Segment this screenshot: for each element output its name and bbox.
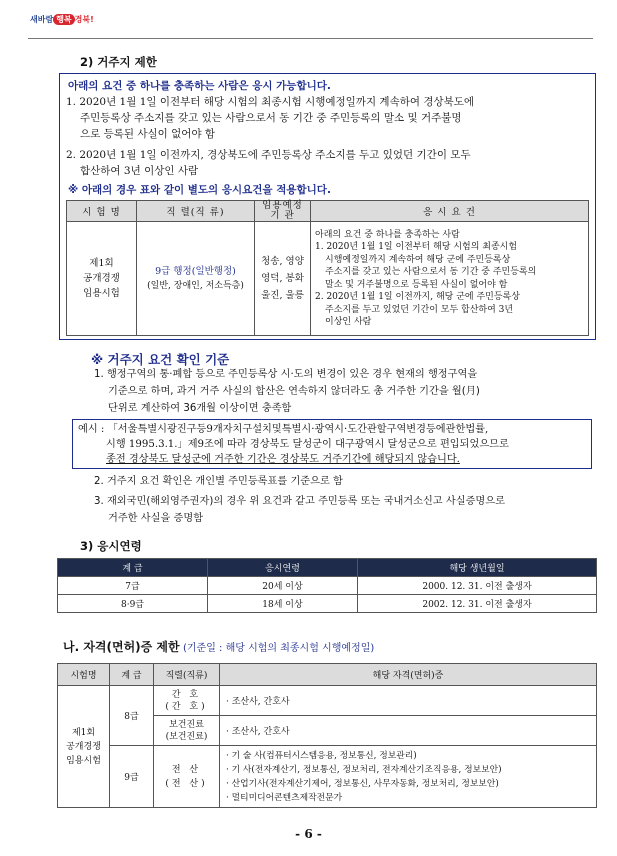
header-divider xyxy=(28,38,593,39)
lic-cell-job2 xyxy=(154,716,220,746)
job-line-a: 9급 행정(일반행정) xyxy=(155,265,236,277)
req-line-2c: 이상인 사람 xyxy=(325,317,372,327)
th-org-b: 기 관 xyxy=(270,210,295,221)
req-line-1c: 주소지를 갖고 있는 사람으로서 동 기간 중 주민등록의 xyxy=(325,267,537,277)
th-org-a: 임용예정 xyxy=(262,200,303,211)
lic-job2-a: 보건진료 xyxy=(169,719,204,730)
residence-item-2b: 합산하여 3년 이상인 사람 xyxy=(80,165,199,177)
lic-th-license: 해당 자격(면허)증 xyxy=(220,664,597,686)
lic3-line-b: · 기 사(전자계산기, 정보통신, 정보처리, 전자계산기조직응용, 정보보안) xyxy=(226,764,502,775)
lic-exam-c: 임용시험 xyxy=(66,755,101,766)
license-table-wrap xyxy=(57,663,597,808)
th-req: 응 시 요 건 xyxy=(311,201,589,222)
license-subtitle: (기준일 : 해당 시험의 최종시험 시행예정일) xyxy=(182,643,375,654)
section-age-title: 3) 응시연령 xyxy=(80,539,142,553)
lic-cell-job1 xyxy=(154,686,220,716)
cell-org xyxy=(255,222,311,336)
lic-cell-g9: 9급 xyxy=(110,746,154,808)
lic-cell-exam xyxy=(58,686,110,808)
age-table xyxy=(57,558,597,613)
exam-line-b: 공개경쟁 xyxy=(83,273,120,284)
residence-intro: 아래의 요건 중 하나를 충족하는 사람은 응시 가능합니다. xyxy=(68,80,331,92)
residence-box xyxy=(59,73,596,340)
logo xyxy=(30,14,94,25)
residence-table xyxy=(66,200,589,336)
age-th-age: 응시연령 xyxy=(208,559,358,577)
age-r2-age: 18세 이상 xyxy=(208,595,358,613)
req-line-1d: 말소 및 거주불명으로 등록된 사실이 없어야 함 xyxy=(325,279,508,290)
residence-item-2a: 2. 2020년 1월 1일 이전까지, 경상북도에 주민등록상 주소지를 두고 있었던 기간이 모두 xyxy=(66,149,471,161)
lic-exam-a: 제1회 xyxy=(71,727,96,738)
license-heading xyxy=(63,638,374,655)
th-exam: 시 험 명 xyxy=(67,201,137,222)
age-table-wrap xyxy=(57,558,597,613)
confirm-item-3a: 3. 재외국민(해외영주권자)의 경우 위 요건과 같고 주민등록 또는 국내거소신고 사실증명으로 xyxy=(94,496,505,507)
lic-cell-job3 xyxy=(154,746,220,808)
section-residence-title: 2) 거주지 제한 xyxy=(80,55,157,69)
org-line-b: 영덕, 봉화 xyxy=(261,273,304,284)
confirm-item-1a: 1. 행정구역의 통·폐합 등으로 주민등록상 시·도의 변경이 있은 경우 현재의 행정구역을 xyxy=(94,369,478,380)
age-r1-birth: 2000. 12. 31. 이전 출생자 xyxy=(358,577,597,595)
confirm-title: ※ 거주지 요건 확인 기준 xyxy=(91,352,230,367)
lic-th-exam: 시험명 xyxy=(58,664,110,686)
cell-req xyxy=(311,222,589,336)
lic-cell-lic3 xyxy=(220,746,597,808)
lic-th-grade: 계 급 xyxy=(110,664,154,686)
age-r1-grade: 7급 xyxy=(58,577,208,595)
example-line-a: 예시 : 「서울특별시광진구등9개자치구설치및특별시·광역시·도간관할구역변경등에관한법률, xyxy=(78,424,489,435)
confirm-item-3b: 거주한 사실을 증명함 xyxy=(108,513,204,524)
lic-job3-a: 전 산 xyxy=(171,764,202,775)
lic-job1-a: 간 호 xyxy=(171,689,202,700)
th-org xyxy=(255,201,311,222)
confirm-item-1c: 단위로 계산하여 36개월 이상이면 충족함 xyxy=(108,403,292,414)
req-line-2b: 주소지를 두고 있었던 기간이 모두 합산하여 3년 xyxy=(325,304,514,315)
lic-cell-g8: 8급 xyxy=(110,686,154,746)
exam-line-c: 임용시험 xyxy=(83,288,120,299)
cell-exam xyxy=(67,222,137,336)
table-row xyxy=(58,577,597,595)
req-line-1a: 1. 2020년 1월 1일 이전부터 해당 시험의 최종시험 xyxy=(315,242,518,252)
example-line-c: 종전 경상북도 달성군에 거주한 기간은 경상북도 거주기간에 해당되지 않습니다. xyxy=(106,454,460,465)
lic-exam-b: 공개경쟁 xyxy=(66,741,101,752)
logo-text-a: 새바람 xyxy=(30,15,54,24)
residence-note: ※ 아래의 경우 표와 같이 별도의 응시요건을 적용합니다. xyxy=(68,184,331,196)
example-box xyxy=(72,419,592,469)
residence-item-1c: 으로 등록된 사실이 없어야 함 xyxy=(80,128,216,140)
lic3-line-c: · 산업기사(전자계산기제어, 정보통신, 사무자동화, 정보처리, 정보보안) xyxy=(226,778,499,789)
org-line-c: 울진, 울릉 xyxy=(261,290,304,301)
age-r2-grade: 8·9급 xyxy=(58,595,208,613)
confirm-item-1 xyxy=(94,366,604,417)
lic3-line-a: · 기 술 사(컴퓨터시스템응용, 정보통신, 정보관리) xyxy=(226,750,417,761)
license-table xyxy=(57,663,597,808)
logo-text-b: 경북! xyxy=(74,15,94,24)
exam-line-a: 제1회 xyxy=(89,258,114,269)
confirm-item-2: 2. 거주지 요건 확인은 개인별 주민등록표를 기준으로 함 xyxy=(94,476,343,487)
req-line-1b: 시행예정일까지 계속하여 해당 군에 주민등록상 xyxy=(325,254,511,265)
age-r2-birth: 2002. 12. 31. 이전 출생자 xyxy=(358,595,597,613)
req-line-2a: 2. 2020년 1월 1일 이전까지, 해당 군에 주민등록상 xyxy=(315,292,520,302)
job-line-b: (일반, 장애인, 저소득층) xyxy=(147,280,244,291)
lic-cell-lic1: · 조산사, 간호사 xyxy=(220,686,597,716)
page-number: - 6 - xyxy=(295,827,322,841)
confirm-items-2-3 xyxy=(94,473,604,527)
lic3-line-d: · 멀티미디어콘텐츠제작전문가 xyxy=(226,792,343,803)
lic-job2-b: (보건진료) xyxy=(165,731,208,742)
confirm-item-1b: 기준으로 하며, 과거 거주 사실의 합산은 연속하지 않더라도 총 거주한 기간을 월(月) xyxy=(108,386,480,397)
age-th-birth: 해당 생년월일 xyxy=(358,559,597,577)
org-line-a: 청송, 영양 xyxy=(261,256,304,267)
age-r1-age: 20세 이상 xyxy=(208,577,358,595)
license-title: 나. 자격(면허)증 제한 xyxy=(63,640,180,654)
lic-job3-b: (전 산) xyxy=(165,778,208,789)
table-row xyxy=(58,595,597,613)
residence-item-1a: 1. 2020년 1월 1일 이전부터 해당 시험의 최종시험 시행예정일까지 계속하여 경상북도에 xyxy=(66,96,475,108)
logo-heart-icon: 행복 xyxy=(53,14,74,25)
residence-item-1b: 주민등록상 주소지를 갖고 있는 사람으로서 동 기간 중 주민등록의 말소 및 거주불명 xyxy=(80,112,462,124)
cell-job xyxy=(137,222,255,336)
req-line-0: 아래의 요건 중 하나를 충족하는 사람 xyxy=(315,229,460,240)
lic-job1-b: (간 호) xyxy=(165,701,208,712)
age-th-grade: 계 급 xyxy=(58,559,208,577)
lic-cell-lic2: · 조산사, 간호사 xyxy=(220,716,597,746)
example-line-b: 시행 1995.3.1.」제9조에 따라 경상북도 달성군이 대구광역시 달성군으로 편입되었으므로 xyxy=(106,439,509,450)
lic-th-job: 직렬(직류) xyxy=(154,664,220,686)
th-job: 직 렬(직 류) xyxy=(137,201,255,222)
